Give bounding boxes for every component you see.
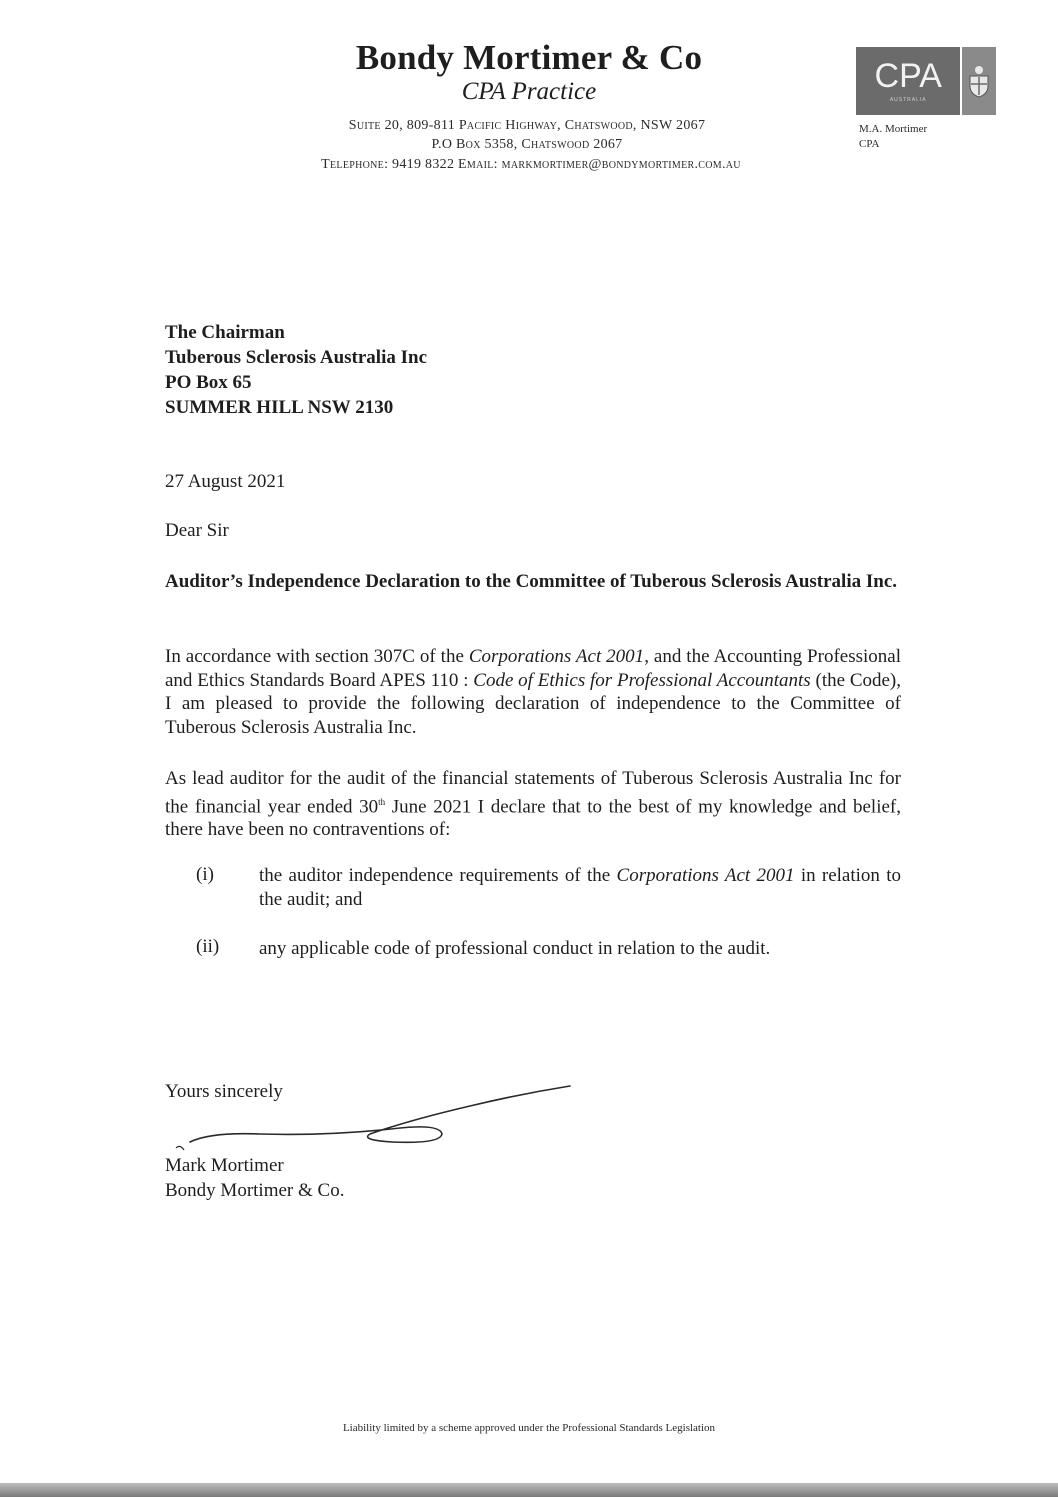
list-item-1-part-2: in relation to the audit; and — [259, 865, 902, 910]
paragraph-1-italic-2: Code of Ethics for Professional Accountants — [473, 669, 811, 691]
cpa-logo — [856, 47, 996, 115]
paragraph-1 — [165, 645, 901, 739]
crest-icon — [962, 47, 996, 115]
scan-edge-band — [0, 1483, 1058, 1497]
firm-name: Bondy Mortimer & Co — [355, 38, 703, 77]
list-item-1-italic: Corporations Act 2001 — [616, 865, 795, 886]
paragraph-1-part-3: (the Code), I am pleased to provide the following declaration of independence to the Committee of Tuberous Sclerosis Australia Inc. — [165, 669, 901, 738]
paragraph-2-superscript: th — [378, 796, 386, 807]
subject-line: Auditor’s Independence Declaration to the Committee of Tuberous Sclerosis Australia Inc. — [165, 571, 898, 592]
salutation: Dear Sir — [165, 520, 229, 541]
paragraph-2 — [165, 767, 901, 842]
contact-line: Telephone: 9419 8322 Email: markmortimer@bondymortimer.com.au — [321, 157, 741, 172]
paragraph-1-part-1: In accordance with section 307C of the — [165, 646, 469, 667]
cpa-caption-title: CPA — [859, 138, 880, 150]
handwritten-signature — [170, 1080, 580, 1160]
paragraph-2-part-1: As lead auditor for the audit of the financial statements of Tuberous Sclerosis Australia Inc for the financial year ended 30 — [165, 768, 901, 817]
firm-practice: CPA Practice — [461, 78, 597, 105]
list-item-1-part-1: the auditor independence requirements of the — [259, 865, 617, 886]
address-line-1: Suite 20, 809-811 Pacific Highway, Chatswood, NSW 2067 — [348, 118, 706, 133]
list-item-text — [259, 864, 901, 911]
cpa-logo-text: CPA — [874, 57, 942, 95]
cpa-caption-name: M.A. Mortimer — [859, 123, 928, 135]
letter-date: 27 August 2021 — [165, 471, 286, 492]
cpa-logo-subtext: AUSTRALIA — [889, 97, 927, 103]
recipient-line-4: SUMMER HILL NSW 2130 — [165, 397, 394, 418]
recipient-line-1: The Chairman — [165, 322, 285, 343]
paragraph-2-part-2: June 2021 I declare that to the best of my knowledge and belief, there have been no contraventions of: — [165, 795, 901, 841]
signatory-name: Mark Mortimer — [165, 1155, 284, 1176]
signatory-firm: Bondy Mortimer & Co. — [165, 1180, 345, 1201]
cpa-logo-box — [856, 47, 960, 115]
address-line-2: P.O Box 5358, Chatswood 2067 — [431, 137, 623, 152]
paragraph-1-italic-1: Corporations Act 2001 — [468, 646, 645, 667]
paragraph-1-part-2: , and the Accounting Professional and Ethics Standards Board APES 110 : — [165, 646, 901, 691]
recipient-line-3: PO Box 65 — [165, 372, 252, 393]
list-item-text: any applicable code of professional conduct in relation to the audit. — [259, 938, 771, 959]
list-item-number: (ii) — [196, 936, 220, 957]
list-item-number: (i) — [196, 864, 214, 885]
recipient-line-2: Tuberous Sclerosis Australia Inc — [165, 347, 428, 368]
closing: Yours sincerely — [165, 1081, 283, 1102]
footer-liability: Liability limited by a scheme approved under the Professional Standards Legislation — [342, 1422, 716, 1434]
